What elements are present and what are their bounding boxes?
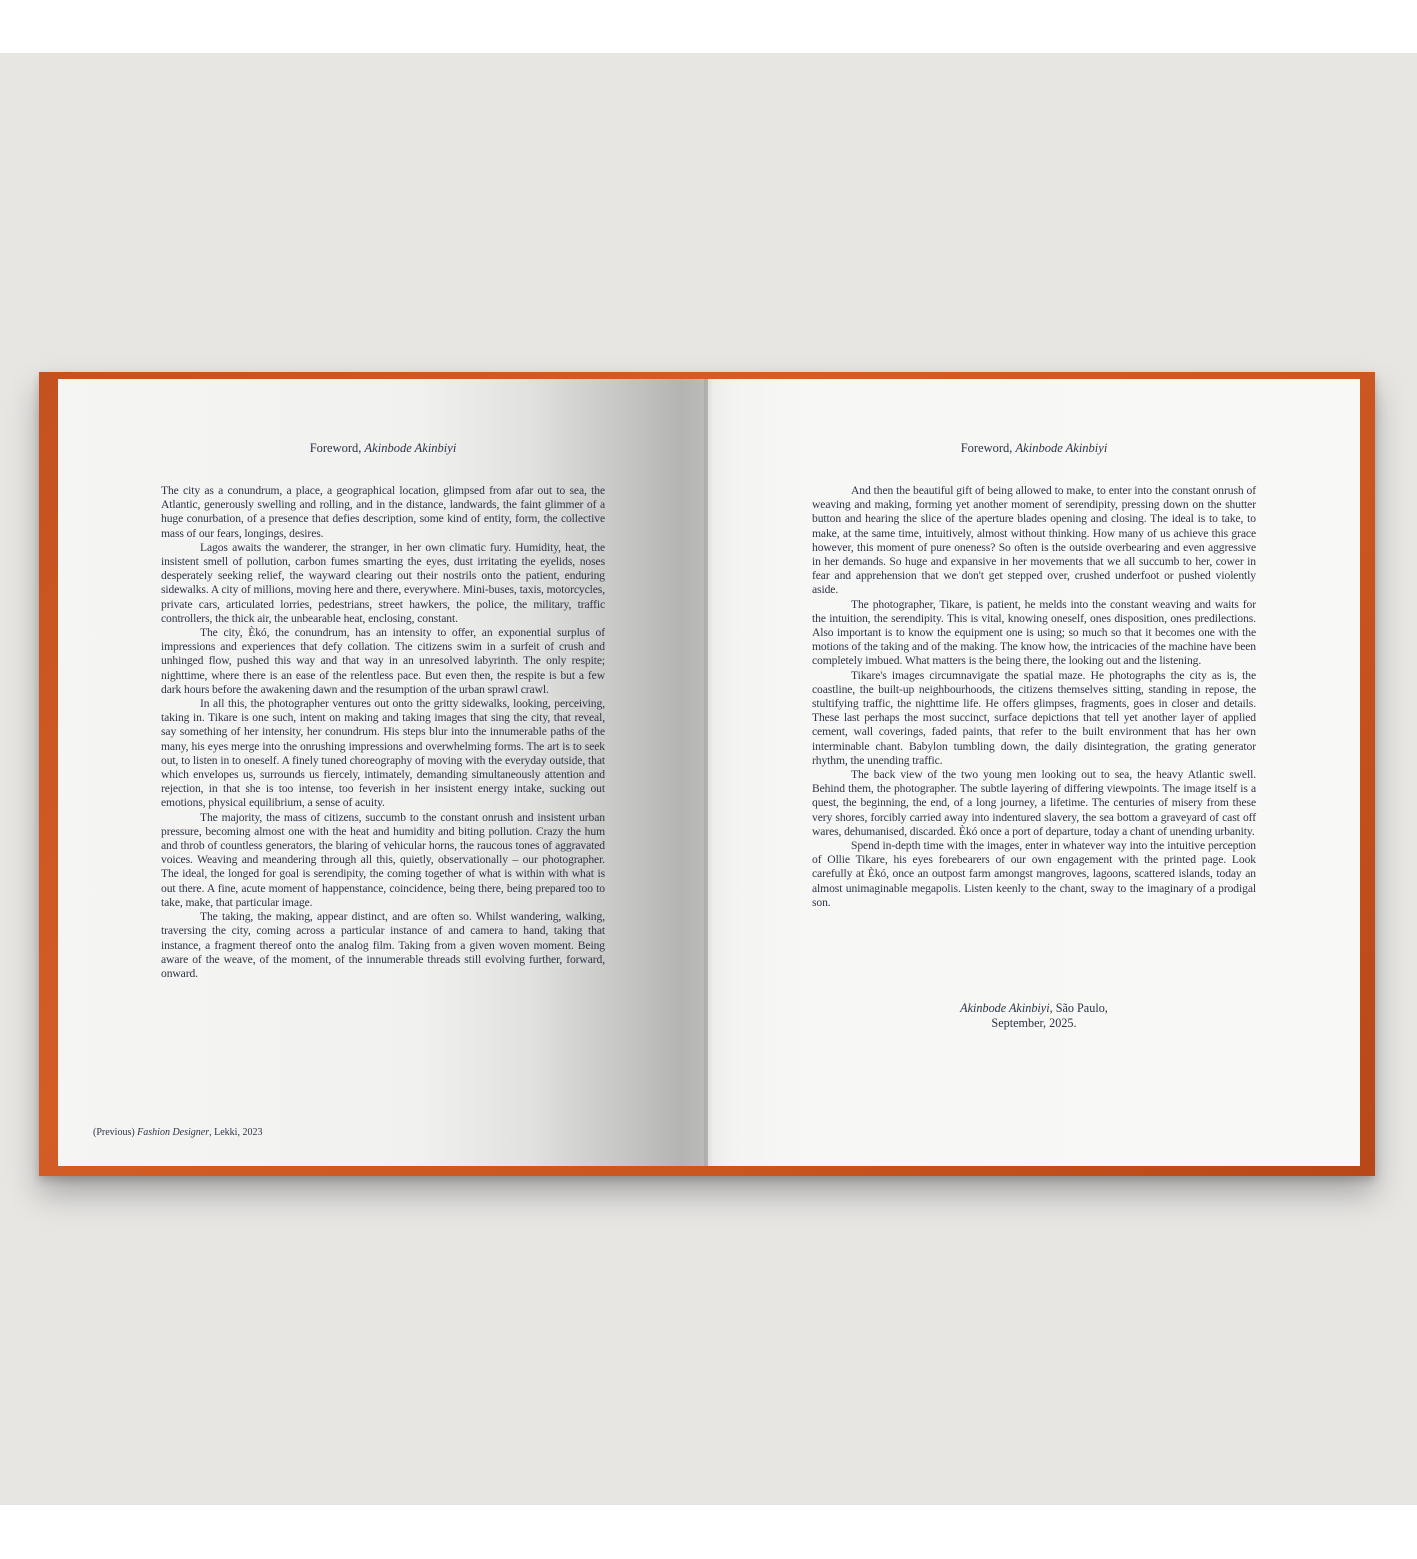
paragraph: The city, Èkó, the conundrum, has an intensity to offer, an exponential surplus of impressions and experiences that defy collation. The citizens swim in a surfeit of crush and unhinged flow, pushed this way and that way in an unresolved labyrinth. The only respite; nighttime, where there is an ease of the relentless pace. But even then, the respite is but a few dark hours before the awakening dawn and the resumption of the urban sprawl crawl. <box>161 626 605 696</box>
left-page <box>58 379 708 1166</box>
open-book <box>39 372 1375 1176</box>
signature-author: Akinbode Akinbiyi <box>960 1001 1050 1015</box>
paragraph: The city as a conundrum, a place, a geographical location, glimpsed from afar out to sea, the Atlantic, generously swelling and rolling, and in the distance, landwards, the faint glimmer of a huge conurbation, of a presence that defies description, some kind of entity, form, the collective mass of our fears, longings, desires. <box>161 484 605 540</box>
caption-prefix: (Previous) <box>93 1127 138 1138</box>
caption-title: Fashion Designer <box>137 1127 210 1138</box>
paragraph: The majority, the mass of citizens, succumb to the constant onrush and insistent urban pressure, becoming almost one with the heat and humidity and biting pollution. Crazy the hum and throb of countless generators, the blaring of vehicular horns, the raucous tones of aggravated voices. Weaving and meandering through all this, quietly, observationally – our photographer. The ideal, the longed for goal is serendipity, the coming together of what is within with what is out there. A fine, acute moment of happenstance, coincidence, being there, being prepared too to take, make, that particular image. <box>161 810 605 909</box>
signature-place: , São Paulo, <box>1049 1001 1108 1015</box>
paragraph: The photographer, Tikare, is patient, he melds into the constant weaving and waits for the intuition, the serendipity. This is vital, knowing oneself, ones disposition, ones predilections. Also important is to know the equipment one is using; so much so that it becomes one with the motions of the taking and of the making. The know how, the intricacies of the machine have been completely imbued. What matters is the being there, the looking out and the listening. <box>812 597 1256 668</box>
paragraph: Spend in-depth time with the images, enter in whatever way into the intuitive perception of Ollie Tikare, his eyes forebearers of our own engagement with the printed page. Look carefully at Èkó, once an outpost farm amongst mangroves, lagoons, scattered islands, today an almost unimaginable megapolis. Listen keenly to the chant, sway to the imaginary of a prodigal son. <box>812 839 1256 909</box>
running-head-prefix: Foreword, <box>309 441 365 455</box>
signature <box>812 1001 1256 1031</box>
gutter-shadow <box>704 379 712 1166</box>
signature-line-1 <box>812 1001 1256 1016</box>
running-head-prefix: Foreword, <box>960 441 1016 455</box>
foreword-text-right <box>812 484 1256 910</box>
photo-caption <box>93 1127 262 1138</box>
paragraph: The back view of the two young men looking out to sea, the heavy Atlantic swell. Behind them, the photographer. The subtle layering of differing viewpoints. The image itself is a quest, the beginning, the end, of a long journey, a lifetime. The centuries of misery from these very shores, forcibly carried away into indentured slavery, the sea bottom a graveyard of cast off wares, dehumanised, discarded. Èkó once a port of departure, today a chant of unending urbanity. <box>812 768 1256 838</box>
right-page <box>708 379 1360 1166</box>
paragraph: Lagos awaits the wanderer, the stranger, in her own climatic fury. Humidity, heat, the insistent smell of pollution, carbon fumes smarting the eyes, dust irritating the eyelids, noses desperately seeking relief, the wayward clearing out their nostrils onto the patient, enduring sidewalks. A city of millions, moving here and there, everywhere. Mini-buses, taxis, motorcycles, private cars, articulated lorries, pedestrians, street hawkers, the police, the military, traffic controllers, the thick air, the unbearable heat, enclosing, constant. <box>161 540 605 625</box>
paragraph: The taking, the making, appear distinct, and are often so. Whilst wandering, walking, traversing the city, coming across a particular instance of and camera to hand, taking that instance, a fragment thereof onto the analog film. Taking from a given woven moment. Being aware of the weave, of the moment, of the innumerable threads still evolving further, forward, onward. <box>161 910 605 980</box>
paragraph: Tikare's images circumnavigate the spatial maze. He photographs the city as is, the coastline, the built-up neighbourhoods, the citizens themselves sitting, standing in repose, the stultifying traffic, the nighttime life. He offers glimpses, fragments, goes in closer and details. These last perhaps the most succinct, surface depictions that tell yet another layer of applied cement, wall coverings, faded paints, that refer to the built environment that has her own interminable chant. Babylon tumbling down, the daily disintegration, the grating generator rhythm, the unending traffic. <box>812 668 1256 767</box>
running-head-author: Akinbode Akinbiyi <box>1015 441 1108 455</box>
paragraph: And then the beautiful gift of being allowed to make, to enter into the constant onrush of weaving and making, forming yet another moment of serendipity, pressing down on the shutter button and hearing the slice of the aperture blades opening and closing. The ideal is to take, to make, at the same time, intuitively, almost without thinking. How many of us achieve this grace however, this moment of pure oneness? So often is the outside overbearing and even aggressive in her demands. So huge and expansive in her movements that we all succumb to her, cower in fear and apprehension that we don't get stepped over, crushed underfoot or pushed violently aside. <box>812 484 1256 597</box>
running-head-left <box>58 441 708 456</box>
signature-date: September, 2025. <box>991 1016 1077 1030</box>
caption-suffix: , Lekki, 2023 <box>209 1127 263 1138</box>
foreword-text-left <box>161 484 605 981</box>
running-head-author: Akinbode Akinbiyi <box>364 441 457 455</box>
paragraph: In all this, the photographer ventures out onto the gritty sidewalks, looking, perceiving, taking in. Tikare is one such, intent on making and taking images that sing the city, that reveal, say something of her intensity, her conundrum. His steps blur into the innumerable paths of the many, his eyes merge into the onrushing impressions and overwhelming forms. The art is to seek out, to listen in to oneself. A finely tuned choreography of moving with the everyday outside, that which envelopes us, surrounds us fiercely, intimately, demanding simultaneously attention and rejection, in that she is too intense, too feverish in her insistent energy intake, sucking out emotions, physical equilibrium, a sense of acuity. <box>161 697 605 810</box>
running-head-right <box>708 441 1360 456</box>
